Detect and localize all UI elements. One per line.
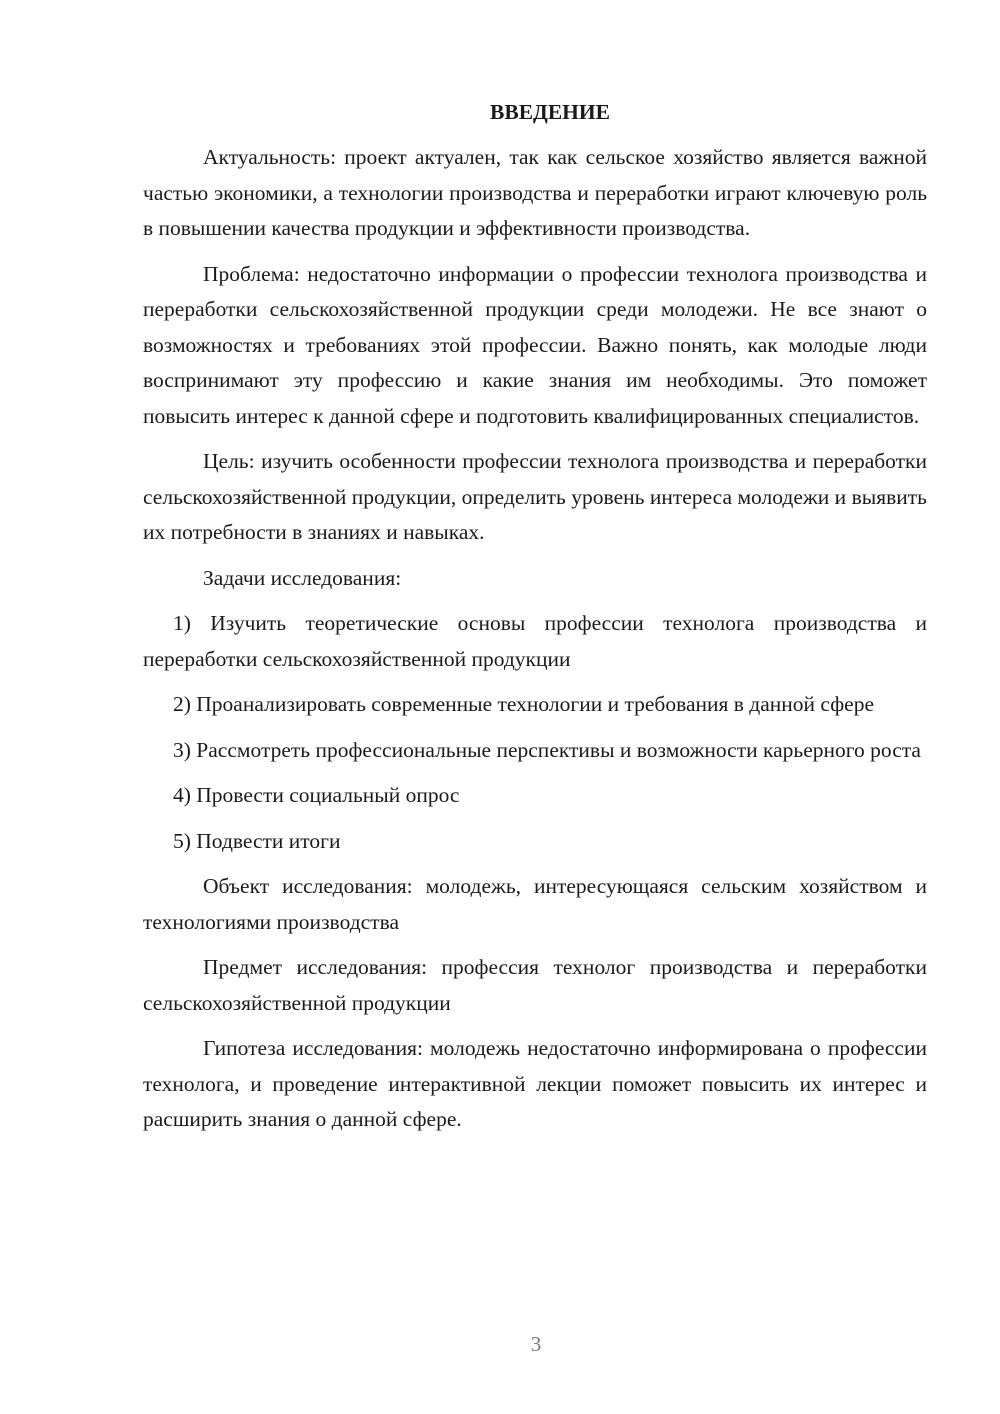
section-title: ВВЕДЕНИЕ: [490, 100, 610, 124]
paragraph-goal: Цель: изучить особенности профессии технолога производства и переработки сельскохозяйственной продукции, определить уровень интереса молодежи и выявить их потребности в знаниях и навыках.: [143, 449, 927, 544]
page-content: [143, 95, 927, 1148]
list-item: 4) Провести социальный опрос: [173, 783, 460, 807]
list-item: 5) Подвести итоги: [173, 828, 341, 853]
paragraph-relevance: Актуальность: проект актуален, так как сельское хозяйство является важной частью экономики, а технологии производства и переработки играют ключевую роль в повышении качества продукции и эффективности производства.: [143, 145, 927, 240]
paragraph-object: Объект исследования: молодежь, интересующаяся сельским хозяйством и технологиями производства: [143, 874, 927, 934]
page-number: 3: [530, 1332, 542, 1356]
paragraph-hypothesis: Гипотеза исследования: молодежь недостаточно информирована о профессии технолога, и проведение интерактивной лекции поможет повысить их интерес и расширить знания о данной сфере.: [143, 1036, 927, 1131]
tasks-heading: Задачи исследования:: [203, 565, 402, 590]
list-item: 3) Рассмотреть профессиональные перспективы и возможности карьерного роста: [173, 737, 921, 762]
paragraph-subject: Предмет исследования: профессия технолог производства и переработки сельскохозяйственной продукции: [143, 955, 927, 1015]
list-item: 1) Изучить теоретические основы профессии технолога производства и переработки сельскохозяйственной продукции: [143, 611, 927, 671]
paragraph-problem: Проблема: недостаточно информации о профессии технолога производства и переработки сельскохозяйственной продукции среди молодежи. Не все знают о возможностях и требованиях этой профессии. Важно понять, как молодые люди воспринимают эту профессию и какие знания им необходимы. Это поможет повысить интерес к данной сфере и подготовить квалифицированных специалистов.: [143, 261, 927, 428]
list-item: 2) Проанализировать современные технологии и требования в данной сфере: [173, 692, 875, 716]
tasks-list: [143, 606, 927, 859]
